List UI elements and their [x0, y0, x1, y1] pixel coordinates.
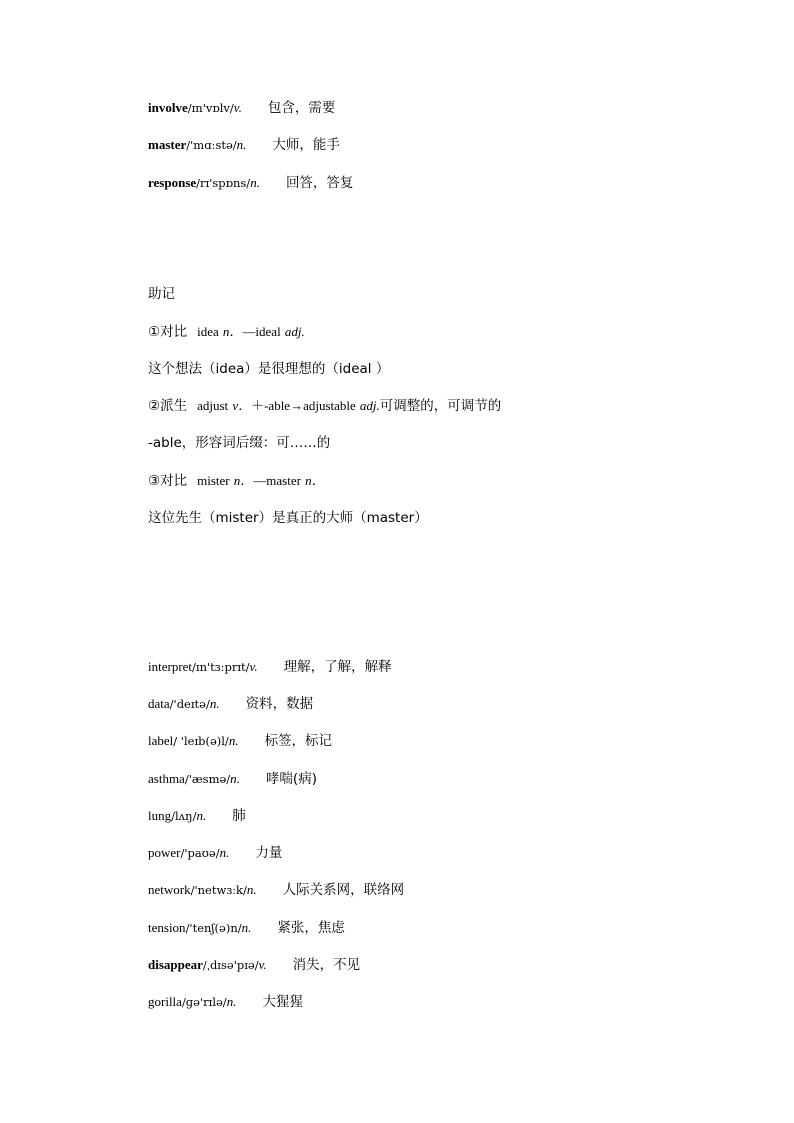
vocab-entry-asthma — [148, 769, 317, 789]
vocab-pos: n. — [250, 175, 260, 190]
item-word: mister — [197, 473, 230, 488]
vocab-meaning: 力量 — [255, 845, 283, 861]
item-word: adjust — [197, 398, 229, 413]
vocab-ipa: /ɪn'vɒlv/ — [187, 101, 234, 115]
mnemonic-item-3 — [148, 471, 325, 491]
mnemonic-sentence-3: 这位先生（mister）是真正的大师（master） — [148, 510, 428, 526]
vocab-word: tension — [148, 920, 186, 935]
vocab-meaning: 资料，数据 — [245, 696, 314, 712]
vocab-pos: v. — [233, 100, 242, 115]
vocab-ipa: /'paʊə/ — [180, 846, 220, 860]
vocab-meaning: 大师，能手 — [272, 137, 340, 153]
vocab-entry-disappear — [148, 955, 360, 975]
item-pos: adj. — [284, 324, 305, 339]
item-sep: — — [242, 324, 256, 339]
vocab-ipa: /ɪn'tɜːprɪt/ — [192, 660, 250, 674]
vocab-word: involve — [148, 100, 188, 115]
mnemonic-sentence-1: 这个想法（idea）是很理想的（ideal ） — [148, 361, 390, 377]
mnemonic-heading: 助记 — [148, 286, 175, 302]
vocab-ipa: / 'leɪb(ə)l/ — [173, 734, 229, 748]
vocab-pos: n. — [209, 696, 220, 711]
vocab-ipa: /'deɪtə/ — [169, 697, 210, 711]
vocab-meaning: 回答，答复 — [285, 175, 354, 191]
vocab-pos: n. — [246, 882, 257, 897]
vocab-pos: n. — [236, 137, 247, 152]
item-marker: ③对比 — [148, 473, 188, 489]
vocab-entry-response — [148, 173, 353, 193]
vocab-meaning: 理解，了解，解释 — [283, 659, 392, 675]
vocab-entry-interpret — [148, 657, 392, 677]
item-word: ideal — [255, 324, 281, 339]
vocab-pos: n. — [219, 845, 230, 860]
item-derivation: ＋-able→adjustable — [251, 398, 356, 413]
vocab-ipa: /rɪ'spɒns/ — [196, 176, 251, 190]
vocab-word: label — [148, 733, 174, 748]
vocab-word: asthma — [148, 771, 185, 786]
vocab-word: power — [148, 845, 181, 860]
vocab-meaning: 消失，不见 — [292, 957, 361, 973]
vocab-ipa: /ɡə'rɪlə/ — [181, 995, 227, 1009]
vocab-entry-lung — [148, 806, 246, 826]
vocab-pos: v. — [249, 659, 258, 674]
item-word: master — [266, 473, 301, 488]
vocab-ipa: /'tenʃ(ə)n/ — [185, 921, 242, 935]
vocab-entry-gorilla — [148, 992, 303, 1012]
vocab-meaning: 哮喘(病) — [265, 771, 317, 787]
item-sep: — — [253, 473, 267, 488]
vocab-pos: n. — [230, 771, 240, 786]
vocab-meaning: 紧张，焦虑 — [277, 920, 345, 936]
vocab-word: network — [148, 882, 191, 897]
vocab-entry-master — [148, 135, 340, 155]
vocab-word: master — [148, 137, 187, 152]
vocab-entry-network — [148, 880, 404, 900]
vocab-ipa: /'netwɜːk/ — [190, 883, 247, 897]
item-meaning: 可调整的，可调节的 — [379, 398, 502, 414]
vocab-pos: v. — [258, 957, 267, 972]
item-marker: ②派生 — [148, 398, 188, 414]
vocab-ipa: /ˌdɪsə'pɪə/ — [202, 958, 259, 972]
vocab-entry-power — [148, 843, 282, 863]
vocab-word: gorilla — [148, 994, 182, 1009]
vocab-word: data — [148, 696, 170, 711]
mnemonic-item-2 — [148, 396, 501, 416]
vocab-meaning: 人际关系网，联络网 — [282, 882, 405, 898]
vocab-word: interpret — [148, 659, 193, 674]
vocab-pos: n. — [226, 994, 237, 1009]
vocab-entry-tension — [148, 918, 345, 938]
vocab-entry-label — [148, 731, 332, 751]
item-pos: v． — [232, 398, 252, 413]
vocab-ipa: /lʌŋ/ — [171, 809, 197, 823]
mnemonic-note-2: -able，形容词后缀：可……的 — [148, 435, 331, 451]
item-pos: n． — [305, 473, 325, 488]
vocab-entry-involve — [148, 98, 335, 118]
item-marker: ①对比 — [148, 324, 188, 340]
vocab-ipa: /'mɑːstə/ — [186, 138, 237, 152]
item-pos: n． — [222, 324, 243, 339]
vocab-meaning: 肺 — [232, 808, 246, 824]
item-pos: adj. — [359, 398, 380, 413]
vocab-meaning: 标签，标记 — [264, 733, 333, 749]
vocab-word: disappear — [148, 957, 203, 972]
vocab-ipa: /'æsmə/ — [184, 772, 231, 786]
mnemonic-item-1 — [148, 322, 305, 342]
vocab-word: lung — [148, 808, 172, 823]
item-pos: n． — [233, 473, 254, 488]
vocab-pos: n. — [196, 808, 207, 823]
vocab-meaning: 大猩猩 — [262, 994, 303, 1010]
vocab-entry-data — [148, 694, 313, 714]
vocab-meaning: 包含，需要 — [267, 100, 336, 116]
vocab-pos: n. — [241, 920, 252, 935]
vocab-pos: n. — [228, 733, 239, 748]
item-word: idea — [197, 324, 219, 339]
vocab-word: response — [148, 175, 197, 190]
